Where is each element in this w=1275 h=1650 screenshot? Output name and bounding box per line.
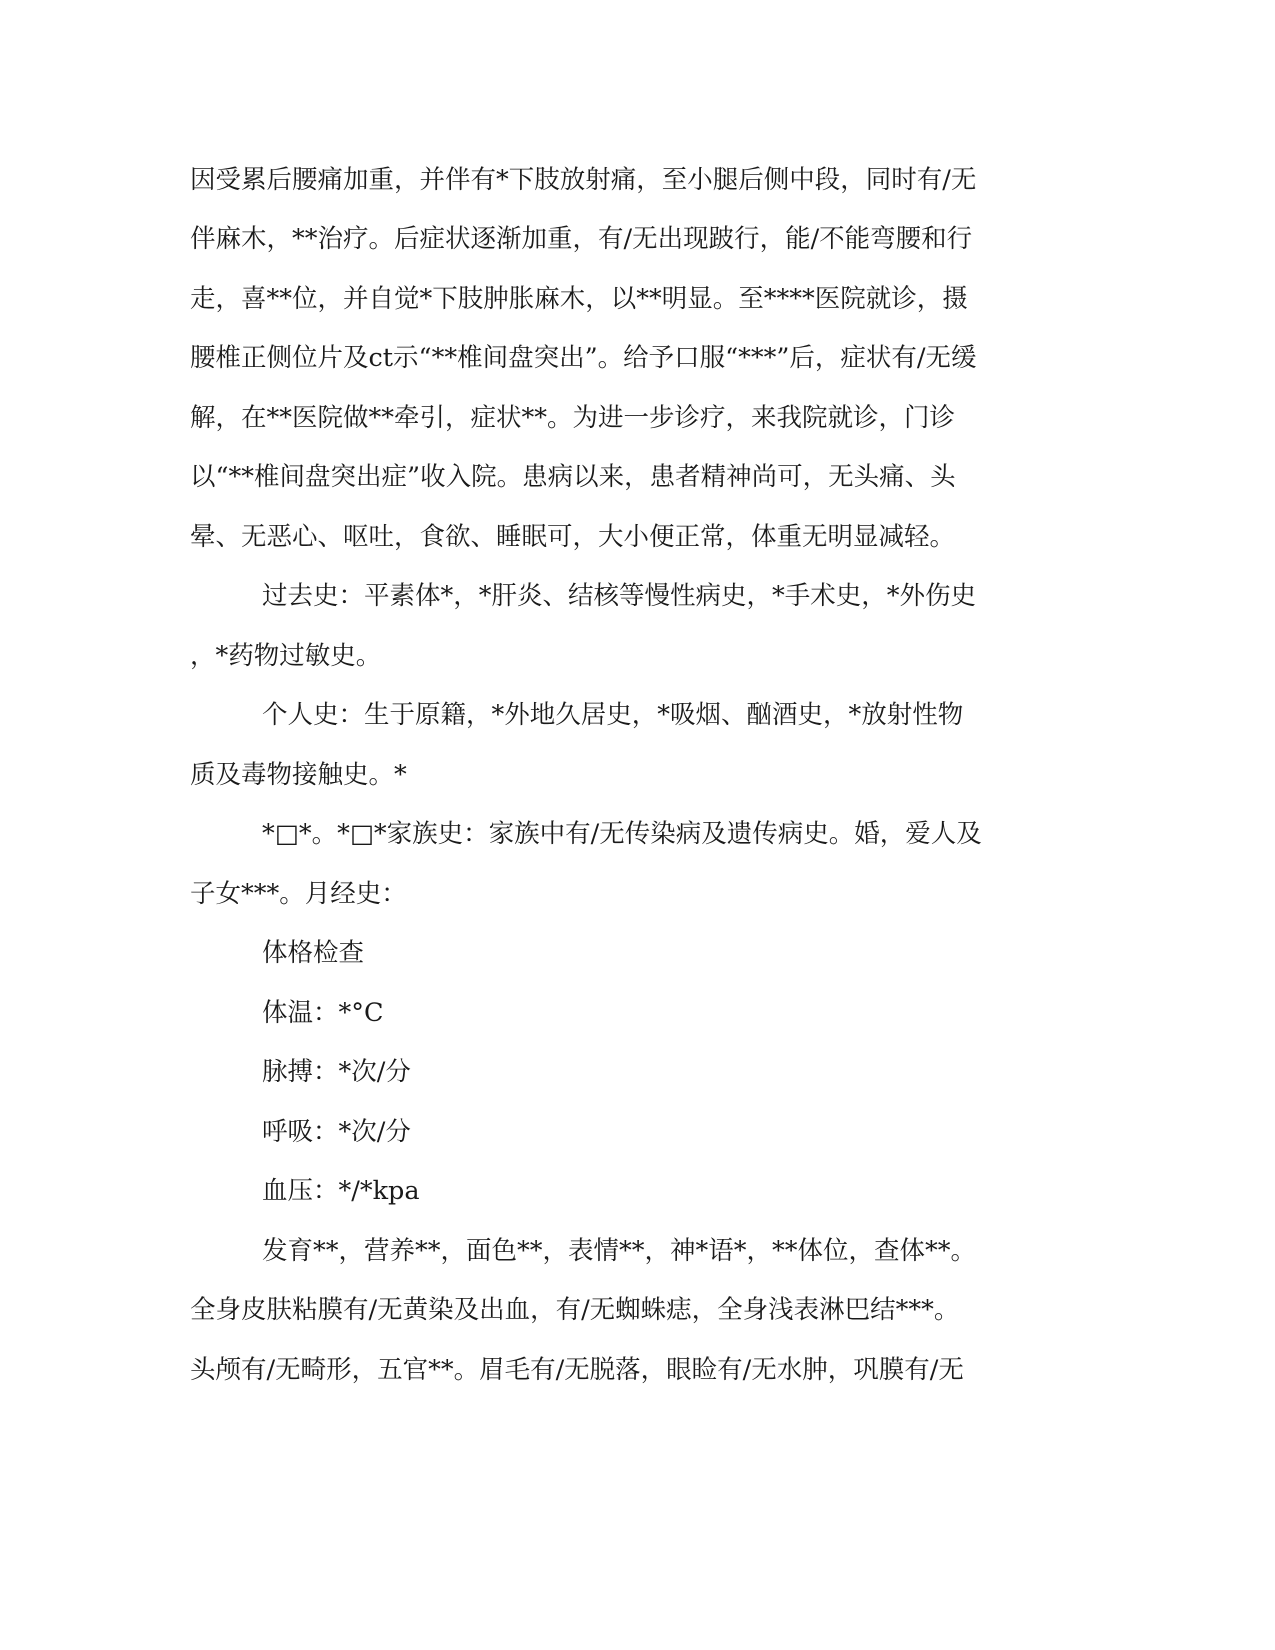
general-exam-line: 发育**，营养**，面色**，表情**，神*语*，**体位，查体**。 [262,1236,977,1266]
text-line: 解，在**医院做**牵引，症状**。为进一步诊疗，来我院就诊，门诊 [190,403,956,433]
temperature-line: 体温：*°C [262,998,384,1028]
respiration-line: 呼吸：*次/分 [262,1117,411,1147]
physical-exam-heading: 体格检查 [262,938,365,968]
text-line: 全身皮肤粘膜有/无黄染及出血，有/无蜘蛛痣，全身浅表淋巴结***。 [190,1295,960,1325]
personal-history-heading: 个人史：生于原籍，*外地久居史，*吸烟、酗酒史，*放射性物 [262,700,964,730]
text-line: ，*药物过敏史。 [190,641,382,671]
text-line: 伴麻木，**治疗。后症状逐渐加重，有/无出现跛行，能/不能弯腰和行 [190,224,973,254]
pulse-line: 脉搏：*次/分 [262,1057,411,1087]
text-line: 以“**椎间盘突出症”收入院。患病以来，患者精神尚可，无头痛、头 [190,462,956,492]
past-history-heading: 过去史：平素体*，*肝炎、结核等慢性病史，*手术史，*外伤史 [262,581,977,611]
text-line: 因受累后腰痛加重，并伴有*下肢放射痛，至小腿后侧中段，同时有/无 [190,165,977,195]
family-history-line: *□*。*□*家族史：家族中有/无传染病及遗传病史。婚，爱人及 [262,819,982,849]
text-line: 质及毒物接触史。* [190,760,407,790]
text-line: 走，喜**位，并自觉*下肢肿胀麻木，以**明显。至****医院就诊，摄 [190,284,968,314]
text-line: 头颅有/无畸形，五官**。眉毛有/无脱落，眼睑有/无水肿，巩膜有/无 [190,1355,964,1385]
text-line: 晕、无恶心、呕吐，食欲、睡眠可，大小便正常，体重无明显减轻。 [190,522,956,552]
text-line: 腰椎正侧位片及ct示“**椎间盘突出”。给予口服“***”后，症状有/无缓 [190,343,977,373]
text-line: 子女***。月经史： [190,879,407,909]
blood-pressure-line: 血压：*/*kpa [262,1176,420,1206]
